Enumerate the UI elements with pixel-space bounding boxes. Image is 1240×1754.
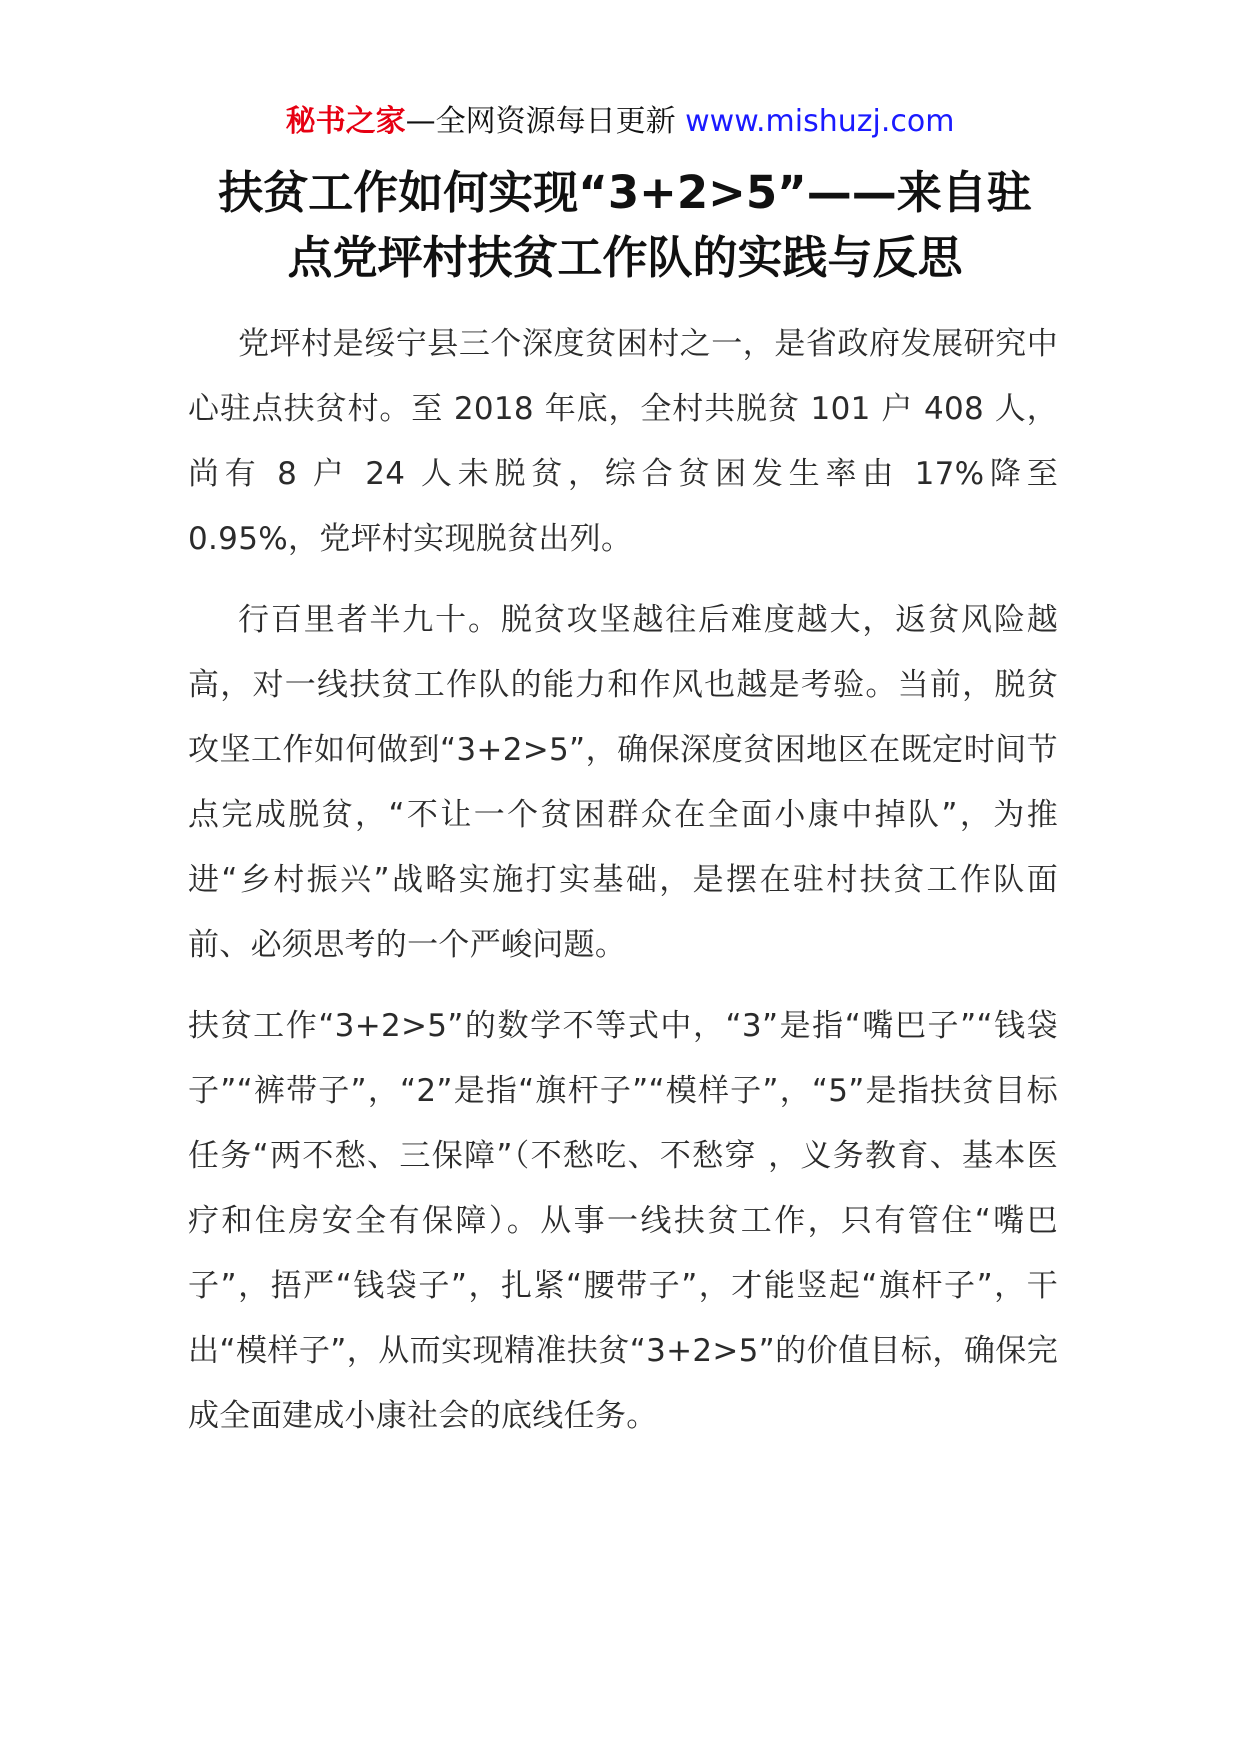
body-paragraph-2: 行百里者半九十。脱贫攻坚越往后难度越大，返贫风险越高，对一线扶贫工作队的能力和作风也越是考验。当前，脱贫攻坚工作如何做到“3+2>5”，确保深度贫困地区在既定时间节点完成脱贫，“不让一个贫困群众在全面小康中掉队”，为推进“乡村振兴”战略实施打实基础，是摆在驻村扶贫工作队面前、必须思考的一个严峻问题。 [188,602,1058,963]
site-header [0,100,1240,144]
site-tagline: —全网资源每日更新 [405,104,676,139]
site-brand: 秘书之家 [285,104,406,139]
body-paragraph-1: 党坪村是绥宁县三个深度贫困村之一，是省政府发展研究中心驻点扶贫村。至 2018 年底，全村共脱贫 101 户 408 人，尚有 8 户 24 人未脱贫，综合贫困发生率由 17%降至 0.95%，党坪村实现脱贫出列。 [188,326,1058,557]
site-url-link[interactable]: www.mishuzj.com [685,104,955,139]
document-title [185,160,1065,290]
body-paragraph-3: 扶贫工作“3+2>5”的数学不等式中，“3”是指“嘴巴子”“钱袋子”“裤带子”，“2”是指“旗杆子”“模样子”，“5”是指扶贫目标任务“两不愁、三保障”（不愁吃、不愁穿 ，义务教育、基本医疗和住房安全有保障）。从事一线扶贫工作，只有管住“嘴巴子”，捂严“钱袋子”，扎紧“腰带子”，才能竖起“旗杆子”，干出“模样子”，从而实现精准扶贫“3+2>5”的价值目标，确保完成全面建成小康社会的底线任务。 [188,1008,1058,1434]
document-title-line-2: 点党坪村扶贫工作队的实践与反思 [287,231,963,284]
document-title-line-1: 扶贫工作如何实现“3+2>5”——来自驻 [218,166,1032,219]
document-body [188,312,1058,1465]
